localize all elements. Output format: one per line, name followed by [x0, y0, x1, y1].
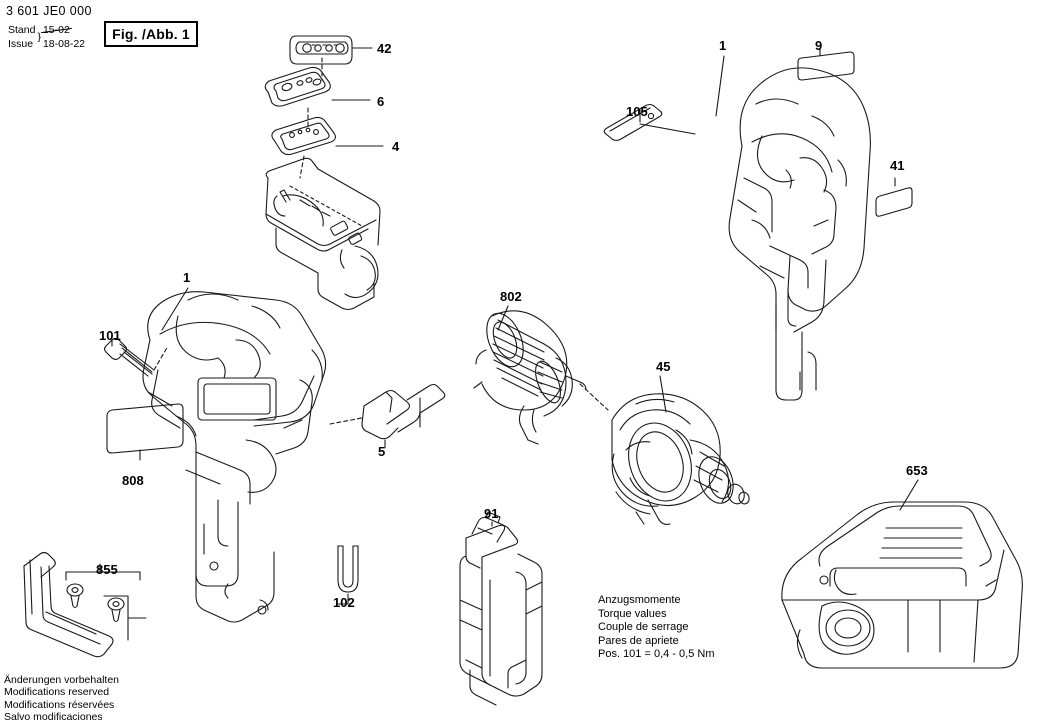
part-653-charger: [782, 502, 1023, 668]
leader-855: [104, 596, 128, 640]
callout-6: 6: [377, 94, 385, 109]
callout-102: 102: [333, 595, 355, 610]
brace-glyph: }: [37, 31, 41, 43]
callout-105: 105: [626, 104, 648, 119]
callout-101: 101: [99, 328, 121, 343]
callout-808: 808: [122, 473, 144, 488]
disclaimer-es: Salvo modificaciones: [4, 710, 103, 723]
stand-label: Stand: [8, 24, 36, 36]
stand-value: 15-02: [42, 24, 70, 36]
part-45-gearbox: [612, 394, 751, 525]
torque-line-es: Pares de apriete: [598, 634, 679, 647]
part-91-battery: [460, 512, 542, 705]
callout-4: 4: [392, 139, 400, 154]
disclaimer-block: [4, 674, 119, 723]
torque-line-fr: Couple de serrage: [598, 621, 689, 634]
callout-1-right: 1: [719, 38, 727, 53]
part-1-housing-half-left: [143, 292, 326, 622]
callout-42: 42: [377, 41, 392, 56]
part-808-label: [107, 404, 183, 453]
callout-855: 855: [96, 562, 118, 577]
disclaimer-de: Änderungen vorbehalten: [4, 674, 120, 687]
part-number: 3 601 JE0 000: [6, 4, 92, 18]
torque-value: Pos. 101 = 0,4 - 0,5 Nm: [598, 648, 715, 661]
callout-9: 9: [815, 38, 823, 53]
callout-41: 41: [890, 158, 905, 173]
part-1-housing-half-right: [729, 68, 870, 400]
callout-802: 802: [500, 289, 522, 304]
callout-653: 653: [906, 463, 928, 478]
callout-5: 5: [378, 444, 386, 459]
part-802-motor: [474, 308, 586, 444]
torque-note: [598, 594, 714, 662]
leader-1-right: [716, 56, 724, 116]
electronics-carrier-assembly: [266, 158, 380, 309]
part-4-switch-module: [272, 117, 336, 154]
part-6-button-pad: [265, 67, 330, 106]
part-102-clip: [338, 546, 358, 592]
leader-1-left: [162, 288, 188, 330]
leader-105: [640, 124, 695, 134]
part-41-label: [876, 188, 912, 216]
issue-label: Issue: [8, 38, 34, 50]
issue-value: 18-08-22: [42, 38, 85, 50]
part-42-cover-plate: [290, 36, 352, 64]
torque-line-en: Torque values: [598, 607, 667, 620]
part-5-holder: [362, 385, 445, 439]
part-9-label: [798, 52, 854, 80]
disclaimer-fr: Modifications réservées: [4, 698, 115, 711]
figure-badge: Fig. /Abb. 1: [104, 21, 198, 47]
leader-802: [498, 306, 508, 330]
assembly-axis-5: [330, 418, 362, 424]
callout-45: 45: [656, 359, 671, 374]
callout-1-left: 1: [183, 270, 191, 285]
assembly-axis-802-45: [580, 384, 608, 410]
torque-line-de: Anzugsmomente: [598, 594, 681, 606]
assembly-axis-101: [154, 346, 168, 370]
callout-91: 91: [484, 506, 499, 521]
disclaimer-en: Modifications reserved: [4, 686, 110, 699]
